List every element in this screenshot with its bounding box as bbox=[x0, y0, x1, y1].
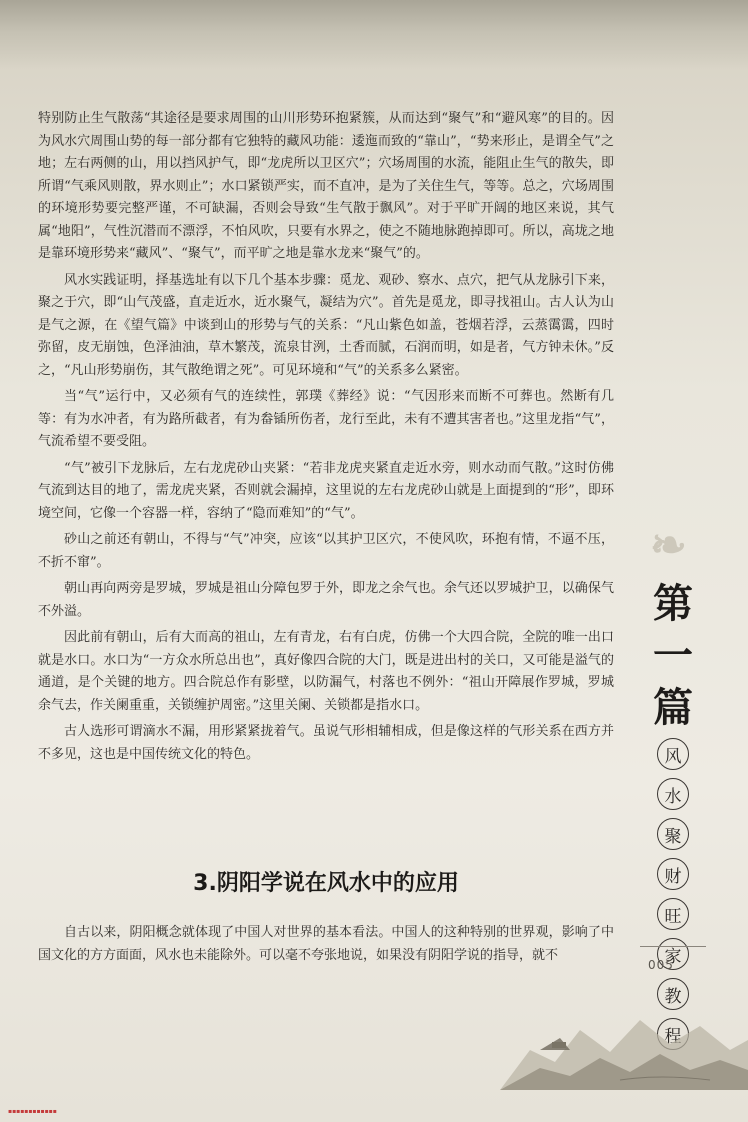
paragraph-6: 朝山再向两旁是罗城，罗城是祖山分障包罗于外，即龙之余气也。余气还以罗城护卫，以确保气不外溢。 bbox=[38, 581, 614, 619]
bottom-paragraph: 自古以来，阴阳概念就体现了中国人对世界的基本看法。中国人的这种特别的世界观，影响了中国文化的方方面面，风水也未能除外。可以毫不夸张地说，如果没有阴阳学说的指导，就不 bbox=[38, 925, 614, 963]
subtitle-char-5: 旺 bbox=[657, 898, 689, 930]
subtitle-char-2: 水 bbox=[657, 778, 689, 810]
section-heading: 3.阴阳学说在风水中的应用 bbox=[193, 871, 459, 896]
subtitle-char-7: 教 bbox=[657, 978, 689, 1010]
footer-watermark: ▪▪▪▪▪▪▪▪▪▪▪▪ bbox=[8, 1108, 57, 1115]
paragraph-4: “气”被引下龙脉后，左右龙虎砂山夹紧：“若非龙虎夹紧直走近水旁，则水动而气散。”这时仿佛气流到达目的地了，需龙虎夹紧，否则就会漏掉，这里说的左右龙虎砂山就是上面提到的“形”，即环境空间，它像一个容器一样，容纳了“隐而难知”的“气”。 bbox=[38, 460, 614, 521]
page-top-shadow bbox=[0, 0, 748, 70]
body-text bbox=[38, 108, 614, 770]
paragraph-2: 风水实践证明，择基选址有以下几个基本步骤：觅龙、观砂、察水、点穴，把气从龙脉引下来，聚之于穴，即“山气茂盛，直走近水，近水聚气，凝结为穴”。首先是觅龙，即寻找祖山。古人认为山是气之源，在《望气篇》中谈到山的形势与气的关系：“凡山紫色如盖，苍烟若浮，云蒸霭霭，四时弥留，皮无崩蚀，色泽油油，草木繁茂，流泉甘洌，土香而腻，石润而明，如是者，气方钟未休。”反之，“凡山形势崩伤，其气散绝谓之死”。可见环境和“气”的关系多么紧密。 bbox=[38, 272, 614, 378]
side-divider bbox=[640, 946, 706, 947]
paragraph-5: 砂山之前还有朝山，不得与“气”冲突，应该“以其护卫区穴，不使风吹，环抱有情，不逼不压，不折不窜”。 bbox=[38, 532, 614, 570]
landscape-illustration bbox=[500, 980, 748, 1090]
paragraph-3: 当“气”运行中，又必须有气的连续性，郭璞《葬经》说：“气因形来而断不可葬也。然断有几等：有为水冲者，有为路所截者，有为畚锸所伤者，龙行至此，未有不遭其害者也。”这里龙指“气”，气流希望不要受阻。 bbox=[38, 389, 614, 449]
page-number: 005 bbox=[648, 958, 674, 972]
paragraph-1: 特别防止生气散荡“其途径是要求周围的山川形势环抱紧簇，从而达到“聚气”和“避风寒”的目的。因为风水穴周围山势的每一部分都有它独特的藏风功能：逶迤而致的“靠山”，“势来形止，是谓全气”之地；左右两侧的山，用以挡风护气，即“龙虎所以卫区穴”；穴场周围的水流，能阻止生气的散失，即所谓“气乘风则散，界水则止”；水口紧锁严实，而不直冲，是为了关住生气，等等。总之，穴场周围的环境形势要完整严谨，不可缺漏，否则会导致“生气散于飘风”。对于平旷开阔的地区来说，其气属“地阳”，气性沉潜而不漂浮，不怕风吹，只要有水界之，使之不随地脉跑掉即可。所以，高垅之地是靠环境形势来“藏风”、“聚气”，而平旷之地是靠水龙来“聚气”的。 bbox=[38, 111, 614, 261]
subtitle-char-3: 聚 bbox=[657, 818, 689, 850]
subtitle-char-6: 家 bbox=[657, 938, 689, 970]
part-char-1: 第 bbox=[653, 580, 693, 627]
subtitle-char-4: 财 bbox=[657, 858, 689, 890]
part-char-2: 一 bbox=[653, 632, 693, 679]
paragraph-7: 因此前有朝山，后有大而高的祖山，左有青龙，右有白虎，仿佛一个大四合院，全院的唯一出口就是水口。水口为“一方众水所总出也”，真好像四合院的大门，既是进出村的关口，又可能是溢气的通道，是个关键的地方。四合院总作有影壁，以防漏气，村落也不例外：“祖山开障展作罗城，罗城余气去，作关阑重重，关锁缠护周密。”这里关阑、关锁都是指水口。 bbox=[38, 630, 614, 713]
ghost-glyph-decoration: ❧ bbox=[650, 520, 687, 571]
paragraph-8: 古人选形可谓滴水不漏，用形紧紧拢着气。虽说气形相辅相成，但是像这样的气形关系在西方并不多见，这也是中国传统文化的特色。 bbox=[38, 724, 614, 762]
subtitle-char-1: 风 bbox=[657, 738, 689, 770]
part-char-3: 篇 bbox=[653, 684, 693, 731]
subtitle-char-8: 程 bbox=[657, 1018, 689, 1050]
